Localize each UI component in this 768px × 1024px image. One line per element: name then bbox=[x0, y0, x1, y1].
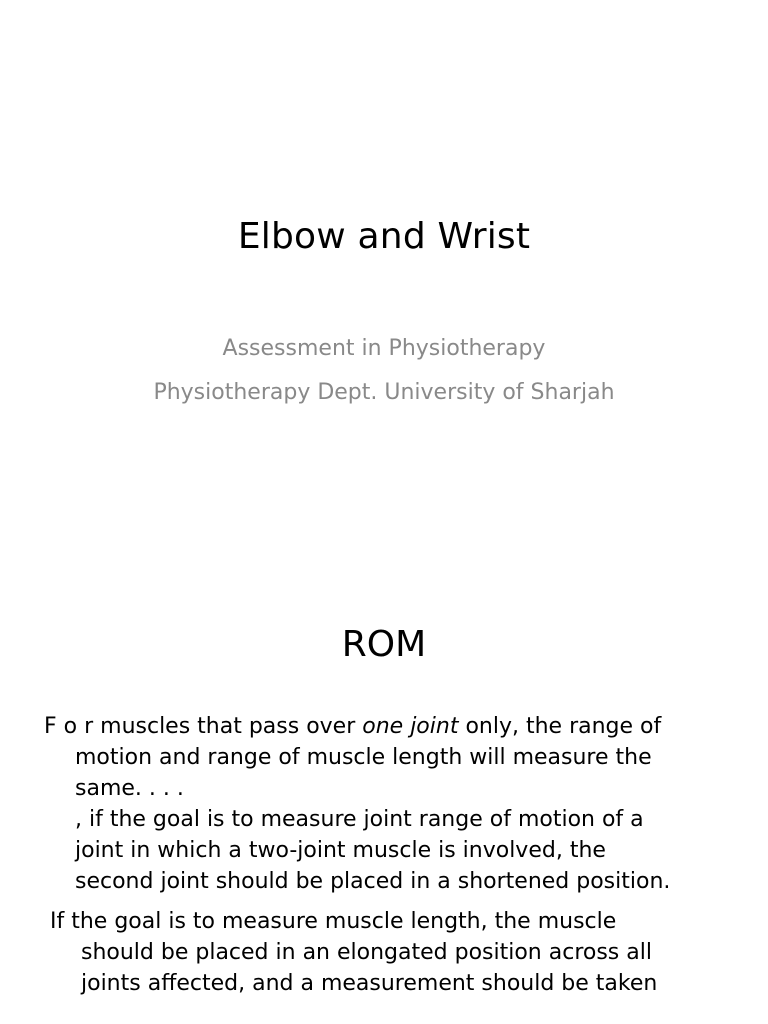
paragraph-line: motion and range of muscle length will measure the bbox=[75, 745, 652, 770]
slide-subtitle bbox=[0, 327, 768, 415]
text-run: only, the range of bbox=[458, 714, 662, 739]
paragraph-line: , if the goal is to measure joint range of motion of a bbox=[75, 807, 644, 832]
subtitle-department: Physiotherapy Dept. University of Sharjah bbox=[153, 380, 615, 405]
slide-title-heading: Elbow and Wrist bbox=[237, 216, 531, 257]
paragraph-line: joints affected, and a measurement should be taken bbox=[81, 971, 658, 996]
slide-rom-heading: ROM bbox=[341, 624, 427, 665]
paragraph-one-joint bbox=[44, 711, 744, 897]
paragraph-line: same. . . . bbox=[75, 776, 184, 801]
paragraph-line: joint in which a two-joint muscle is involved, the bbox=[75, 838, 606, 863]
paragraph-line: should be placed in an elongated position across all bbox=[81, 940, 652, 965]
emphasis-text: one joint bbox=[362, 714, 459, 739]
paragraph-line: second joint should be placed in a shortened position. bbox=[75, 869, 671, 894]
paragraph-muscle-length bbox=[50, 906, 750, 999]
slide-rom bbox=[0, 512, 768, 1024]
subtitle-course: Assessment in Physiotherapy bbox=[222, 336, 546, 361]
paragraph-line bbox=[44, 711, 744, 742]
paragraph-line: If the goal is to measure muscle length, the muscle bbox=[50, 909, 617, 934]
text-run: F o r muscles that pass over bbox=[44, 714, 363, 739]
